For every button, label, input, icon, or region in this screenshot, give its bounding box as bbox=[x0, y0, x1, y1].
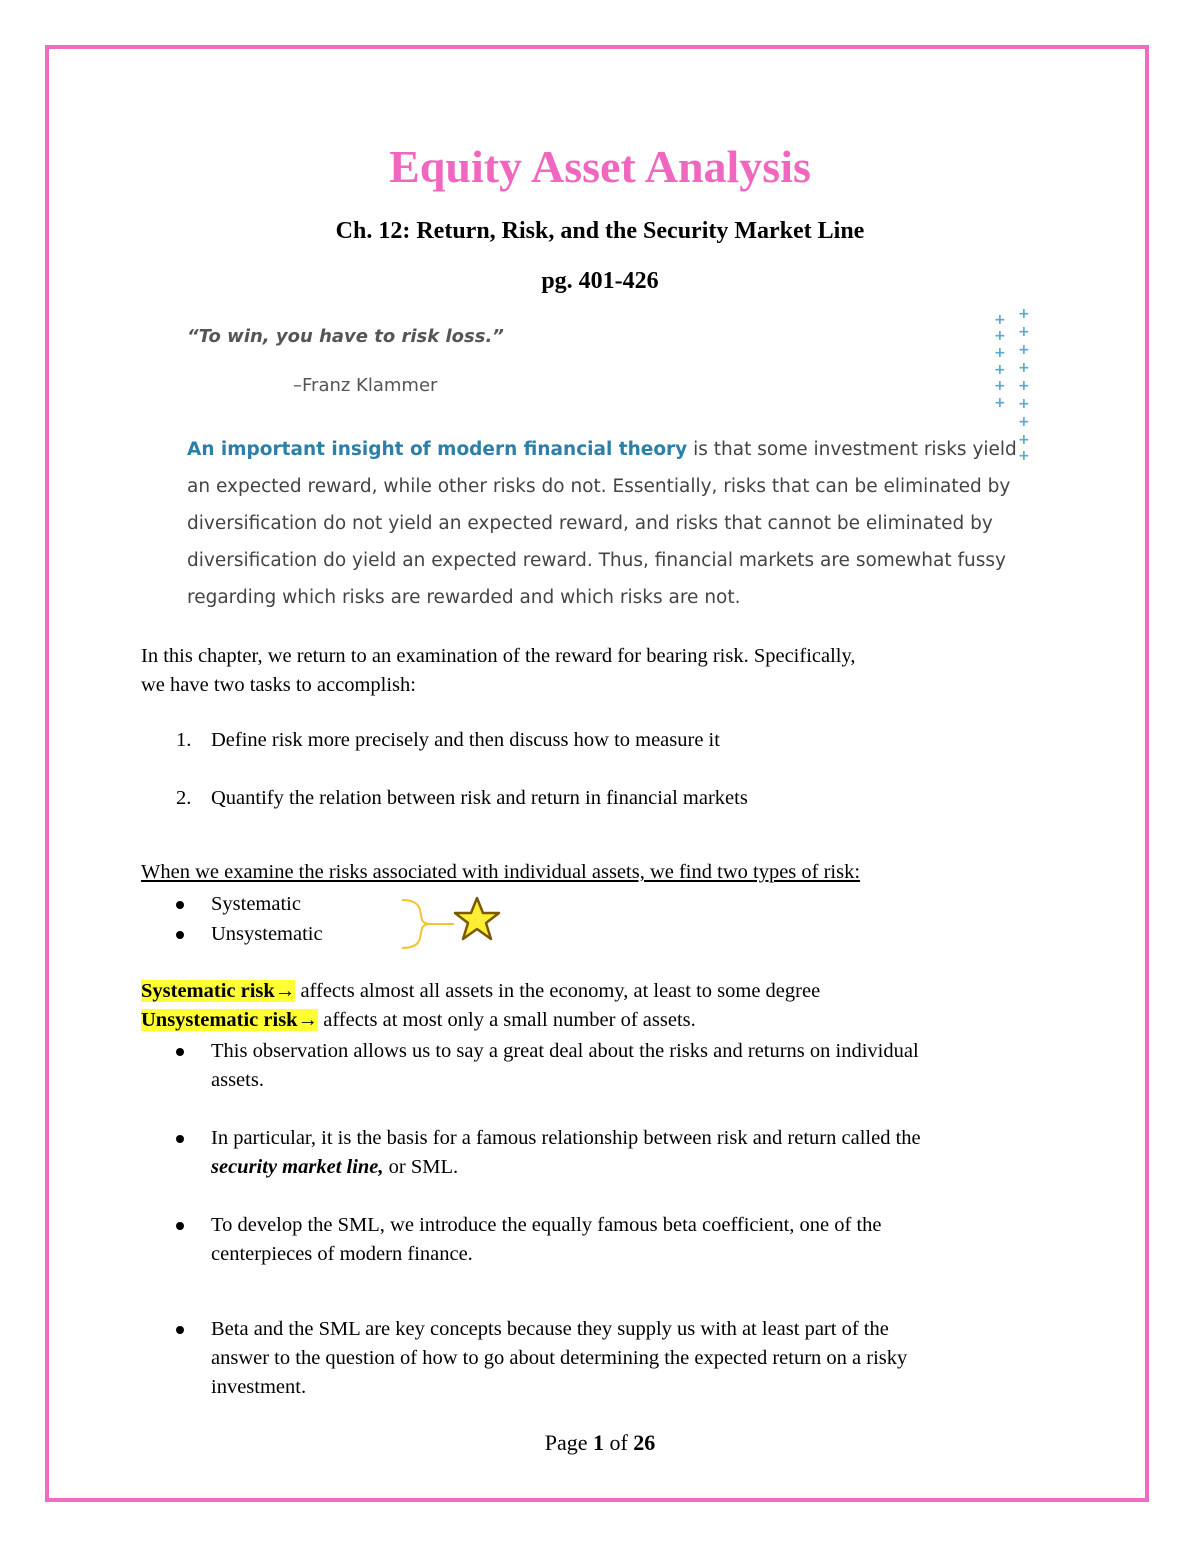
systematic-label: Systematic risk→ bbox=[141, 980, 296, 1002]
total-pages: 26 bbox=[633, 1430, 656, 1455]
bullet-text: In particular, it is the basis for a famous relationship between risk and return called the security market line, or SML. bbox=[211, 1127, 921, 1178]
task-text: Define risk more precisely and then discuss how to measure it bbox=[211, 729, 720, 751]
star-icon bbox=[452, 895, 502, 943]
task-number: 2. bbox=[176, 787, 192, 809]
unsystematic-definition: Unsystematic risk→ affects at most only a small number of assets. bbox=[141, 1009, 696, 1031]
intro-paragraph bbox=[141, 642, 1041, 700]
bullet-icon bbox=[176, 1135, 184, 1143]
bullet-text: To develop the SML, we introduce the equally famous beta coefficient, one of the centerpieces of modern finance. bbox=[211, 1214, 882, 1265]
quote: “To win, you have to risk loss.” bbox=[187, 326, 504, 347]
insight-body: is that some investment risks yield an expected reward, while other risks do not. Essentially, risks that can be eliminated by diversification do not yield an expected reward, and risks that cannot be eliminated by diversification do yield an expected reward. Thus, financial markets are somewhat fussy regarding which risks are rewarded and which risks are not. bbox=[187, 439, 1017, 608]
risk-definitions bbox=[141, 977, 820, 1035]
risk-types-heading: When we examine the risks associated with individual assets, we find two types of risk: bbox=[141, 861, 861, 883]
bullet-text: This observation allows us to say a great deal about the risks and returns on individual assets. bbox=[211, 1040, 919, 1091]
quote-author: –Franz Klammer bbox=[293, 375, 438, 396]
risk-type-item: Unsystematic bbox=[211, 923, 323, 945]
page-footer: Page 1 of 26 bbox=[544, 1430, 656, 1455]
unsystematic-label: Unsystematic risk→ bbox=[141, 1009, 319, 1031]
insight-lead: An important insight of modern financial theory bbox=[187, 439, 688, 460]
bullet-icon bbox=[176, 901, 184, 909]
bullet-icon bbox=[176, 1326, 184, 1334]
page-range: pg. 401-426 bbox=[541, 268, 659, 294]
intro-line: we have two tasks to accomplish: bbox=[141, 674, 416, 696]
insight-paragraph bbox=[187, 431, 1022, 616]
document-title: Equity Asset Analysis bbox=[389, 141, 811, 192]
plus-pattern-icon: + + + + + + + + + + + + + + + bbox=[994, 306, 1030, 464]
risk-type-item: Systematic bbox=[211, 893, 301, 915]
chapter-subtitle: Ch. 12: Return, Risk, and the Security Market Line bbox=[335, 218, 865, 244]
sml-term: security market line, bbox=[211, 1156, 384, 1178]
intro-line: In this chapter, we return to an examination of the reward for bearing risk. Specifically, bbox=[141, 645, 856, 667]
bullet-icon bbox=[176, 931, 184, 939]
page-border bbox=[45, 45, 1149, 1502]
task-text: Quantify the relation between risk and return in financial markets bbox=[211, 787, 748, 809]
systematic-definition: Systematic risk→ affects almost all assets in the economy, at least to some degree bbox=[141, 980, 821, 1002]
bullet-text: Beta and the SML are key concepts because they supply us with at least part of the answer to the question of how to go about determining the expected return on a risky investment. bbox=[211, 1318, 908, 1398]
task-number: 1. bbox=[176, 729, 192, 751]
current-page: 1 bbox=[592, 1430, 604, 1455]
bullet-icon bbox=[176, 1048, 184, 1056]
bullet-icon bbox=[176, 1222, 184, 1230]
